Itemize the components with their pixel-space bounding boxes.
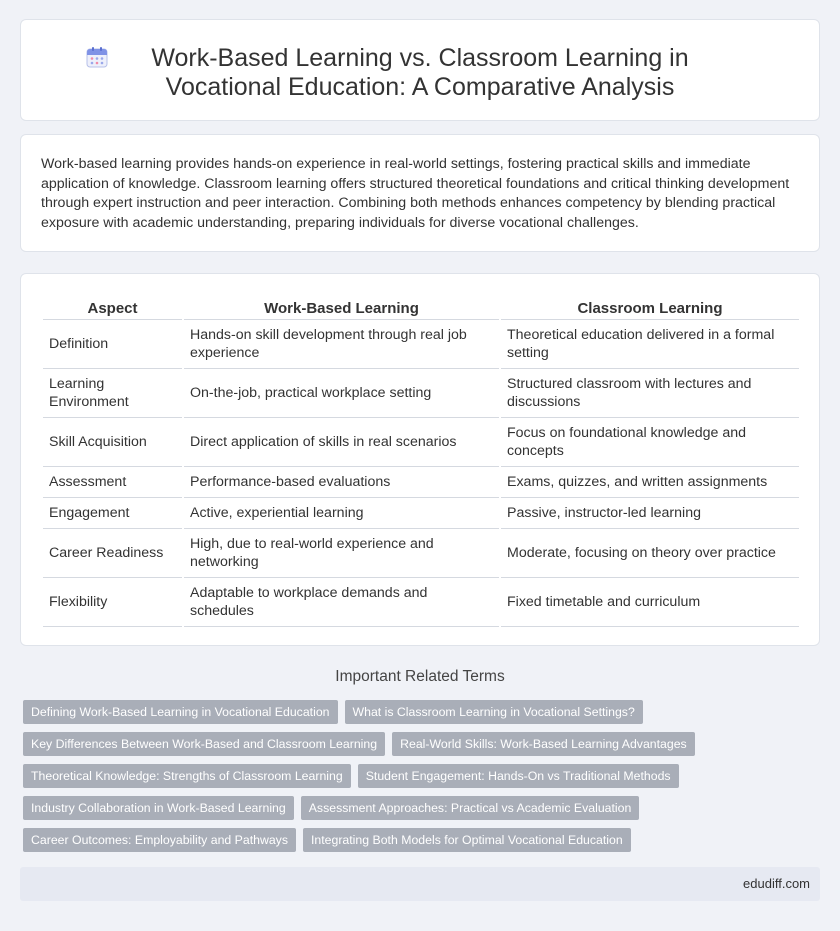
table-row (43, 467, 799, 498)
intro-card (20, 134, 820, 252)
related-term-link[interactable]: What is Classroom Learning in Vocational Settings? (345, 700, 643, 724)
table-cell: Flexibility (43, 578, 182, 627)
table-row (43, 578, 799, 627)
table-cell: Definition (43, 320, 182, 369)
table-cell: On-the-job, practical workplace setting (184, 369, 499, 418)
related-term-link[interactable]: Theoretical Knowledge: Strengths of Classroom Learning (23, 764, 351, 788)
related-term-link[interactable]: Assessment Approaches: Practical vs Academic Evaluation (301, 796, 640, 820)
related-term-link[interactable]: Career Outcomes: Employability and Pathways (23, 828, 296, 852)
column-header-classroom: Classroom Learning (501, 296, 799, 320)
table-cell: Structured classroom with lectures and discussions (501, 369, 799, 418)
header-card (20, 19, 820, 121)
table-cell: Theoretical education delivered in a formal setting (501, 320, 799, 369)
table-cell: Passive, instructor-led learning (501, 498, 799, 529)
related-term-link[interactable]: Industry Collaboration in Work-Based Learning (23, 796, 294, 820)
related-term-link[interactable]: Real-World Skills: Work-Based Learning Advantages (392, 732, 695, 756)
table-row (43, 529, 799, 578)
table-row (43, 320, 799, 369)
table-cell: Performance-based evaluations (184, 467, 499, 498)
table-cell: Focus on foundational knowledge and concepts (501, 418, 799, 467)
table-cell: Adaptable to workplace demands and schedules (184, 578, 499, 627)
table-header-row (43, 296, 799, 320)
table-cell: Exams, quizzes, and written assignments (501, 467, 799, 498)
comparison-table-card (20, 273, 820, 646)
related-term-link[interactable]: Defining Work-Based Learning in Vocational Education (23, 700, 338, 724)
table-cell: High, due to real-world experience and networking (184, 529, 499, 578)
related-term-link[interactable]: Key Differences Between Work-Based and Classroom Learning (23, 732, 385, 756)
table-cell: Moderate, focusing on theory over practice (501, 529, 799, 578)
footer (20, 867, 820, 901)
table-cell: Fixed timetable and curriculum (501, 578, 799, 627)
column-header-work-based: Work-Based Learning (184, 296, 499, 320)
table-cell: Direct application of skills in real scenarios (184, 418, 499, 467)
table-cell: Engagement (43, 498, 182, 529)
table-cell: Skill Acquisition (43, 418, 182, 467)
related-term-link[interactable]: Student Engagement: Hands-On vs Traditional Methods (358, 764, 679, 788)
column-header-aspect: Aspect (43, 296, 182, 320)
table-cell: Active, experiential learning (184, 498, 499, 529)
related-terms-title: Important Related Terms (335, 668, 505, 685)
related-term-link[interactable]: Integrating Both Models for Optimal Vocational Education (303, 828, 631, 852)
related-terms-list (23, 700, 823, 860)
table-row (43, 369, 799, 418)
intro-text: Work-based learning provides hands-on experience in real-world settings, fostering practical skills and immediate application of knowledge. Classroom learning offers structured theoretical foundations and critical thinking development through expert instruction and peer interaction. Combining both methods enhances competency by blending practical exposure with academic understanding, preparing individuals for diverse vocational challenges. (41, 156, 790, 231)
table-cell: Career Readiness (43, 529, 182, 578)
page-title: Work-Based Learning vs. Classroom Learning in Vocational Education: A Comparative Analysis (151, 44, 689, 101)
table-cell: Assessment (43, 467, 182, 498)
comparison-table (41, 296, 801, 627)
table-cell: Hands-on skill development through real job experience (184, 320, 499, 369)
table-row (43, 418, 799, 467)
footer-site-name[interactable]: edudiff.com (743, 876, 810, 891)
table-cell: Learning Environment (43, 369, 182, 418)
table-row (43, 498, 799, 529)
